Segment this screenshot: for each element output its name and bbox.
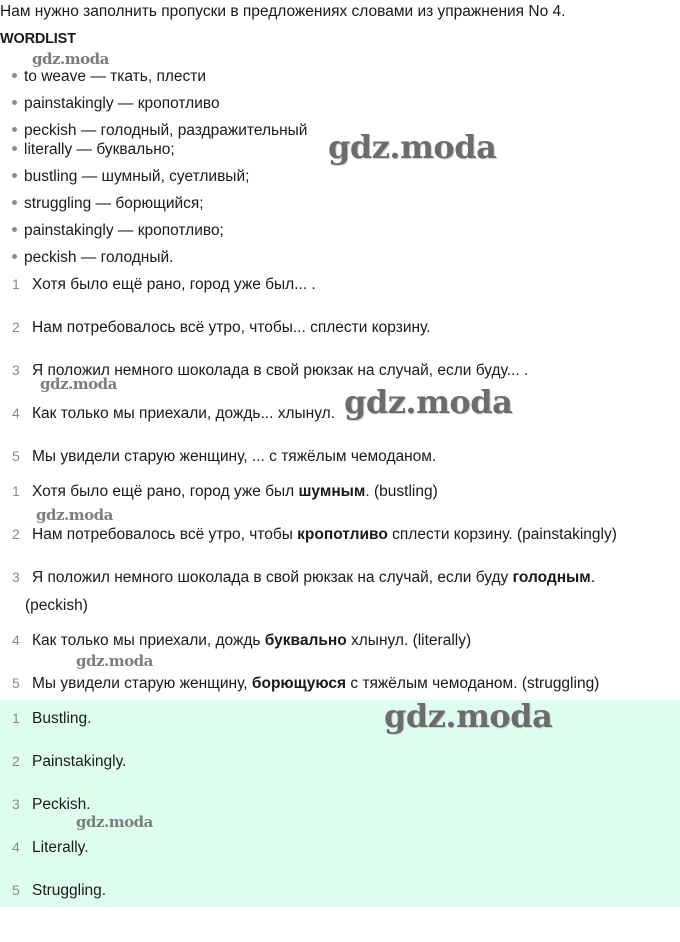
bullet-icon (12, 100, 17, 105)
wordlist-item: peckish — голодный, раздражительный (12, 122, 307, 140)
watermark: gdz.moda (76, 813, 153, 831)
wordlist-item: painstakingly — кропотливо; (12, 222, 224, 240)
watermark: gdz.moda (40, 375, 117, 393)
intro-text: Нам нужно заполнить пропуски в предложениях словами из упражнения No 4. (0, 3, 566, 20)
filled-row: 4 Как только мы приехали, дождь буквально хлынул. (literally) (12, 632, 472, 649)
bullet-icon (12, 254, 17, 259)
answers-panel (0, 700, 680, 907)
wordlist-item: to weave — ткать, плести (12, 68, 206, 86)
watermark: gdz.moda (328, 128, 497, 166)
answer-row: 1 Bustling. (12, 710, 92, 727)
question-row: 5 Мы увидели старую женщину, ... с тяжёлым чемоданом. (12, 448, 437, 465)
filled-row: 1 Хотя было ещё рано, город уже был шумным. (bustling) (12, 483, 438, 500)
bullet-icon (12, 73, 17, 78)
answer-row: 2 Painstakingly. (12, 753, 127, 770)
wordlist-title: WORDLIST (0, 31, 76, 47)
watermark: gdz.moda (36, 506, 113, 524)
question-row: 2 Нам потребовалось всё утро, чтобы... сплести корзину. (12, 319, 431, 336)
wordlist-item: bustling — шумный, суетливый; (12, 168, 249, 186)
bullet-icon (12, 227, 17, 232)
wordlist-item: peckish — голодный. (12, 249, 173, 267)
filled-row: 2 Нам потребовалось всё утро, чтобы кропотливо сплести корзину. (painstakingly) (12, 526, 617, 543)
question-row: 3 Я положил немного шоколада в свой рюкзак на случай, если буду... . (12, 362, 529, 379)
bullet-icon (12, 146, 17, 151)
wordlist-item: struggling — борющийся; (12, 195, 204, 213)
question-row: 1 Хотя было ещё рано, город уже был... . (12, 276, 316, 293)
bullet-icon (12, 173, 17, 178)
filled-row: 3 Я положил немного шоколада в свой рюкзак на случай, если буду голодным. (12, 569, 596, 586)
watermark: gdz.moda (32, 50, 109, 68)
watermark: gdz.moda (76, 652, 153, 670)
bullet-icon (12, 200, 17, 205)
watermark: gdz.moda (384, 697, 553, 735)
bullet-icon (12, 127, 17, 132)
watermark: gdz.moda (344, 383, 513, 421)
answer-row: 3 Peckish. (12, 796, 91, 813)
wordlist-item: literally — буквально; (12, 141, 175, 159)
wordlist-item: painstakingly — кропотливо (12, 95, 220, 113)
answer-row: 4 Literally. (12, 839, 89, 856)
filled-row: 5 Мы увидели старую женщину, борющуюся с тяжёлым чемоданом. (struggling) (12, 675, 600, 692)
answer-row: 5 Struggling. (12, 882, 107, 899)
question-row: 4 Как только мы приехали, дождь... хлынул. (12, 405, 335, 422)
filled-row-continuation: (peckish) (25, 597, 88, 614)
